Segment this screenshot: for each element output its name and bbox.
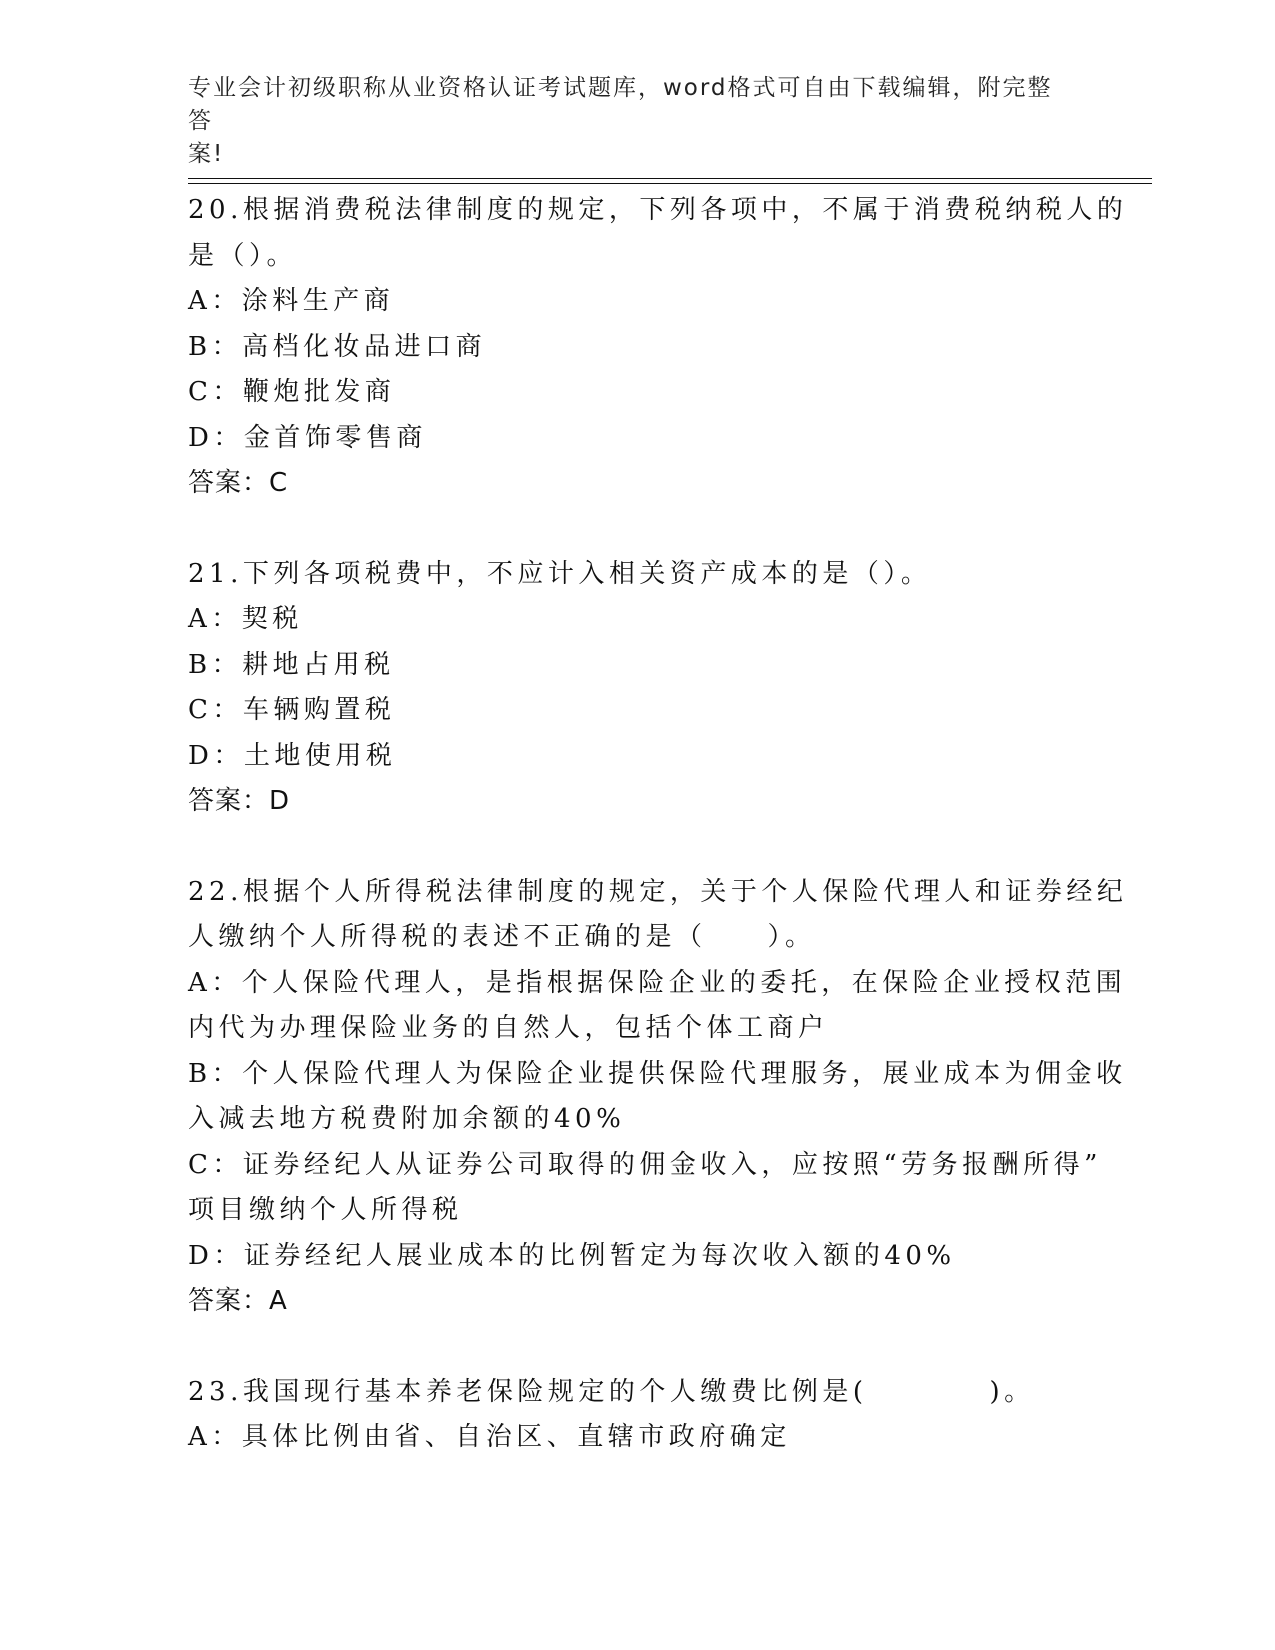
answer-option <box>188 279 1088 325</box>
question-item <box>188 188 1128 507</box>
option-text: C：证券经纪人从证券公司取得的佣金收入，应按照“劳务报酬所得” <box>188 1149 1102 1180</box>
answer-option <box>188 734 1088 780</box>
answer-option <box>188 643 1088 689</box>
document-header <box>188 72 1068 171</box>
answer-option <box>188 325 1088 371</box>
option-text: A：个人保险代理人，是指根据保险企业的委托，在保险企业授权范围 <box>188 967 1127 998</box>
answer-option <box>188 416 1088 462</box>
option-text: C：鞭炮批发商 <box>188 377 396 407</box>
option-text: 入减去地方税费附加余额的40% <box>188 1104 626 1134</box>
question-item <box>188 870 1128 1325</box>
answer-option <box>188 1415 1088 1461</box>
answer-option <box>188 370 1088 416</box>
header-divider <box>188 183 1152 184</box>
answer-option <box>188 1234 1088 1280</box>
answer-key: 答案：A <box>188 1286 288 1316</box>
option-text: D：证券经纪人展业成本的比例暂定为每次收入额的40% <box>188 1240 956 1271</box>
option-text: A：具体比例由省、自治区、直辖市政府确定 <box>188 1422 791 1452</box>
question-stem: 21.下列各项税费中，不应计入相关资产成本的是（）。 <box>188 558 932 589</box>
header-divider <box>188 178 1152 179</box>
option-text: C：车辆购置税 <box>188 695 396 725</box>
option-text: B：个人保险代理人为保险企业提供保险代理服务，展业成本为佣金收 <box>188 1058 1127 1089</box>
option-text: 项目缴纳个人所得税 <box>188 1195 463 1225</box>
question-stem: 20.根据消费税法律制度的规定，下列各项中，不属于消费税纳税人的 <box>188 195 1128 225</box>
option-text: B：耕地占用税 <box>188 649 395 680</box>
option-text: D：金首饰零售商 <box>188 422 427 453</box>
answer-option <box>188 1052 1127 1143</box>
header-line: 案! <box>188 141 225 167</box>
question-stem: 是（）。 <box>188 240 298 271</box>
question-stem: 23.我国现行基本养老保险规定的个人缴费比例是( )。 <box>188 1376 1035 1407</box>
answer-option <box>188 688 1088 734</box>
answer-option <box>188 1143 1102 1234</box>
question-stem: 人缴纳个人所得税的表述不正确的是（ ）。 <box>188 922 816 952</box>
question-list <box>188 188 1128 1461</box>
answer-key: 答案：D <box>188 786 291 816</box>
option-text: 内代为办理保险业务的自然人，包括个体工商户 <box>188 1013 829 1043</box>
option-text: D：土地使用税 <box>188 740 397 771</box>
option-text: B：高档化妆品进口商 <box>188 331 487 362</box>
option-text: A：涂料生产商 <box>188 286 395 316</box>
answer-option <box>188 961 1127 1052</box>
answer-option <box>188 597 1088 643</box>
question-item <box>188 1370 1088 1461</box>
answer-key: 答案：C <box>188 468 289 498</box>
header-line: 专业会计初级职称从业资格认证考试题库，word格式可自由下载编辑，附完整答 <box>188 75 1053 134</box>
question-stem: 22.根据个人所得税法律制度的规定，关于个人保险代理人和证券经纪 <box>188 876 1128 907</box>
question-item <box>188 552 1088 825</box>
option-text: A：契税 <box>188 604 303 634</box>
